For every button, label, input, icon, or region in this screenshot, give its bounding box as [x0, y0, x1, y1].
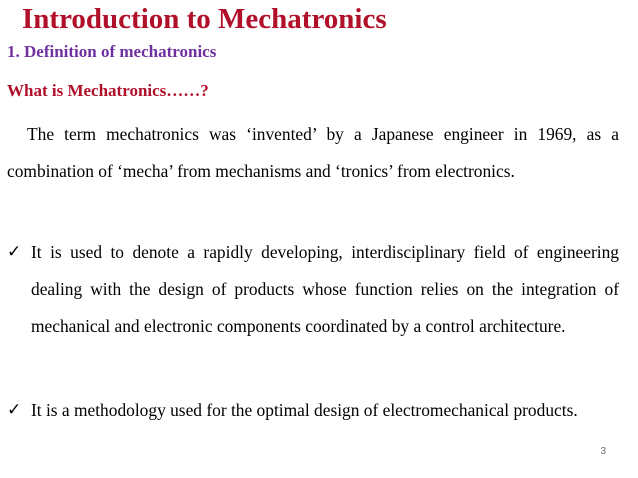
bullet-text: It is used to denote a rapidly developing, interdisciplinary field of engineering dealing with the design of products whose function relies on the integration of mechanical and electronic components coordinated by a control architecture. — [31, 242, 619, 336]
checkmark-icon: ✓ — [7, 242, 22, 262]
bullet-item — [7, 392, 619, 429]
section-heading: 1. Definition of mechatronics — [7, 42, 217, 61]
checkmark-icon: ✓ — [7, 400, 22, 420]
question-heading: What is Mechatronics……? — [7, 81, 209, 100]
bullet-text: It is a methodology used for the optimal design of electromechanical products. — [31, 400, 578, 420]
slide-title: Introduction to Mechatronics — [22, 3, 387, 35]
bullet-item — [7, 234, 619, 345]
intro-paragraph: The term mechatronics was ‘invented’ by a Japanese engineer in 1969, as a combination of ‘mecha’ from mechanisms and ‘tronics’ from electronics. — [7, 124, 619, 181]
page-number: 3 — [600, 446, 606, 457]
